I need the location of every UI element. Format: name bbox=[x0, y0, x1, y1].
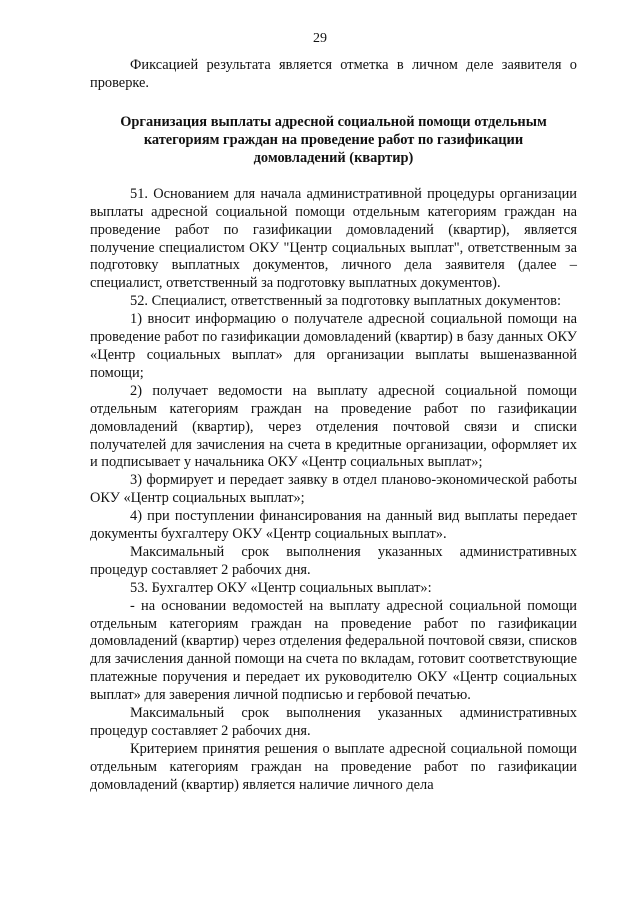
list-item-52-1: 1) вносит информацию о получателе адресной социальной помощи на проведение работ по газификации домовладений (квартир) в базу данных ОКУ «Центр социальных выплат» для организации выплаты вышеназванной помощи; bbox=[90, 311, 577, 381]
list-item-52-2: 2) получает ведомости на выплату адресной социальной помощи отдельным категориям граждан на проведение работ по газификации домовладений (квартир), через отделения почтовой связи и списки получателей для зачисления на счета в кредитные организации, оформляет их и подписывает у начальника ОКУ «Центр социальных выплат»; bbox=[90, 382, 577, 471]
page-number: 29 bbox=[313, 31, 327, 46]
paragraph-51: 51. Основанием для начала административной процедуры организации выплаты адресной социальной помощи отдельным категориям граждан на проведение работ по газификации домовладений (квартир), является получение специалистом ОКУ "Центр социальных выплат", ответственным за подготовку выплатных документов, личного дела заявителя (далее – специалист, ответственный за подготовку выплатных документов). bbox=[90, 185, 577, 292]
section-heading-line: категориям граждан на проведение работ по газификации bbox=[143, 131, 524, 148]
list-item-52-4: 4) при поступлении финансирования на данный вид выплаты передает документы бухгалтеру ОКУ «Центр социальных выплат». bbox=[90, 508, 577, 543]
paragraph-max-term-2: Максимальный срок выполнения указанных административных процедур составляет 2 рабочих дня. bbox=[90, 705, 577, 739]
section-heading bbox=[90, 113, 577, 167]
paragraph-53: 53. Бухгалтер ОКУ «Центр социальных выплат»: bbox=[130, 579, 432, 596]
list-item-53-dash: - на основании ведомостей на выплату адресной социальной помощи отдельным категориям граждан на проведение работ по газификации домовладений (квартир) через отделения федеральной почтовой связи, списков для зачисления данной помощи на счета по вкладам, готовит соответствующие платежные поручения и передает их руководителю ОКУ «Центр социальных выплат» для заверения личной подписью и гербовой печатью. bbox=[90, 597, 577, 704]
paragraph-result-fixation: Фиксацией результата является отметка в личном деле заявителя о проверке. bbox=[90, 57, 577, 91]
section-heading-line: домовладений (квартир) bbox=[253, 149, 414, 166]
paragraph-decision-criterion: Критерием принятия решения о выплате адресной социальной помощи отдельным категориям граждан на проведение работ по газификации домовладений (квартир) является наличие личного дела bbox=[90, 740, 577, 793]
section-heading-line: Организация выплаты адресной социальной помощи отдельным bbox=[120, 113, 547, 130]
document-body bbox=[90, 57, 577, 795]
list-item-52-3: 3) формирует и передает заявку в отдел планово-экономической работы ОКУ «Центр социальных выплат»; bbox=[90, 472, 577, 507]
paragraph-max-term-1: Максимальный срок выполнения указанных административных процедур составляет 2 рабочих дня. bbox=[90, 543, 577, 578]
paragraph-52: 52. Специалист, ответственный за подготовку выплатных документов: bbox=[130, 293, 561, 310]
